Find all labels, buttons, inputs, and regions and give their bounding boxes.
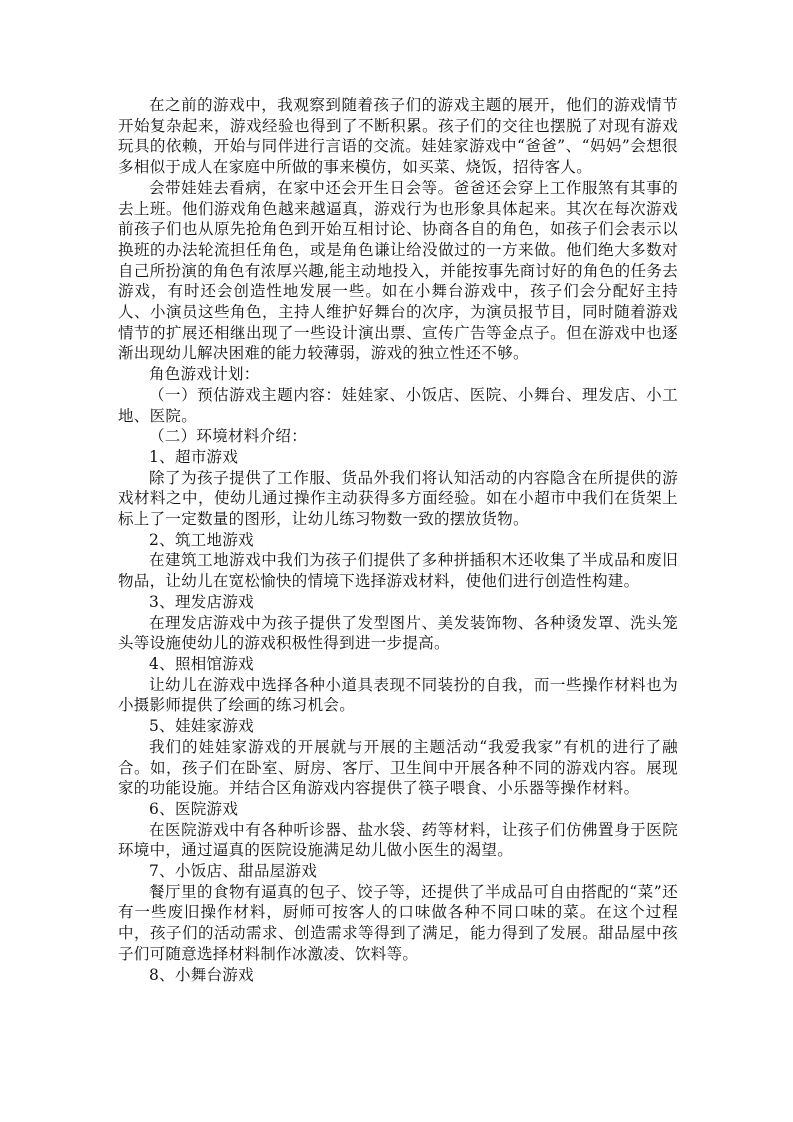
paragraph-observation-2: 会带娃娃去看病，在家中还会开生日会等。爸爸还会穿上工作服煞有其事的去上班。他们游戏角色越来越逼真，游戏行为也形象具体起来。其次在每次游戏前孩子们也从原先抢角色到开始互相讨论、协商各自的角色，如孩子们会表示以换班的办法轮流担任角色，或是角色谦让给没做过的一方来做。他们绝大多数对自己所扮演的角色有浓厚兴趣,能主动地投入，并能按事先商讨好的角色的任务去游戏，有时还会创造性地发展一些。如在小舞台游戏中，孩子们会分配好主持人、小演员这些角色，主持人维护好舞台的次序，为演员报节目，同时随着游戏情节的扩展还相继出现了一些设计演出票、宣传广告等金点子。但在游戏中也逐渐出现幼儿解决困难的能力较薄弱，游戏的独立性还不够。 <box>118 178 678 363</box>
paragraph-restaurant-game: 餐厅里的食物有逼真的包子、饺子等，还提供了半成品可自由搭配的“菜”还有一些废旧操作材料，厨师可按客人的口味做各种不同口味的菜。在这个过程中，孩子们的活动需求、创造需求等得到了满足，能力得到了发展。甜品屋中孩子们可随意选择材料制作冰激凌、饮料等。 <box>118 882 678 963</box>
heading-supermarket-game: 1、超市游戏 <box>149 447 239 466</box>
paragraph-barbershop-game: 在理发店游戏中为孩子提供了发型图片、美发装饰物、各种烫发罩、洗头笼头等设施使幼儿的游戏积极性得到进一步提高。 <box>118 613 678 653</box>
paragraph-supermarket-game: 除了为孩子提供了工作服、货品外我们将认知活动的内容隐含在所提供的游戏材料之中，使幼儿通过操作主动获得多方面经验。如在小超市中我们在货架上标上了一定数量的图形，让幼儿练习物数一致的摆放货物。 <box>118 468 678 529</box>
heading-photo-studio-game: 4、照相馆游戏 <box>149 654 254 673</box>
heading-restaurant-game: 7、小饭店、甜品屋游戏 <box>149 862 318 881</box>
heading-doll-house-game: 5、娃娃家游戏 <box>149 717 254 736</box>
heading-stage-game: 8、小舞台游戏 <box>149 965 254 984</box>
paragraph-photo-studio-game: 让幼儿在游戏中选择各种小道具表现不同装扮的自我，而一些操作材料也为小摄影师提供了绘画的练习机会。 <box>118 675 678 715</box>
heading-construction-game: 2、筑工地游戏 <box>149 530 254 549</box>
paragraph-construction-game: 在建筑工地游戏中我们为孩子们提供了多种拼插积木还收集了半成品和废旧物品，让幼儿在宽松愉快的情境下选择游戏材料，使他们进行创造性构建。 <box>118 551 678 591</box>
paragraph-topic-estimate: （一）预估游戏主题内容：娃娃家、小饭店、医院、小舞台、理发店、小工地、医院。 <box>118 385 678 425</box>
paragraph-doll-house-game: 我们的娃娃家游戏的开展就与开展的主题活动“我爱我家”有机的进行了融合。如，孩子们在卧室、厨房、客厅、卫生间中开展各种不同的游戏内容。展现家的功能设施。并结合区角游戏内容提供了筷子喂食、小乐器等操作材料。 <box>118 737 678 798</box>
heading-role-play-plan: 角色游戏计划： <box>149 365 260 384</box>
heading-environment-materials: （二）环境材料介绍： <box>149 427 308 446</box>
paragraph-hospital-game: 在医院游戏中有各种听诊器、盐水袋、药等材料，让孩子们仿佛置身于医院环境中，通过逼真的医院设施满足幼儿做小医生的渴望。 <box>118 820 678 860</box>
heading-hospital-game: 6、医院游戏 <box>149 799 239 818</box>
document-body <box>118 95 678 985</box>
heading-barbershop-game: 3、理发店游戏 <box>149 592 254 611</box>
paragraph-observation-1: 在之前的游戏中，我观察到随着孩子们的游戏主题的展开，他们的游戏情节开始复杂起来，游戏经验也得到了不断积累。孩子们的交往也摆脱了对现有游戏玩具的依赖，开始与同伴进行言语的交流。娃娃家游戏中“爸爸”、“妈妈”会想很多相似于成人在家庭中所做的事来模仿，如买菜、烧饭，招待客人。 <box>118 96 678 177</box>
